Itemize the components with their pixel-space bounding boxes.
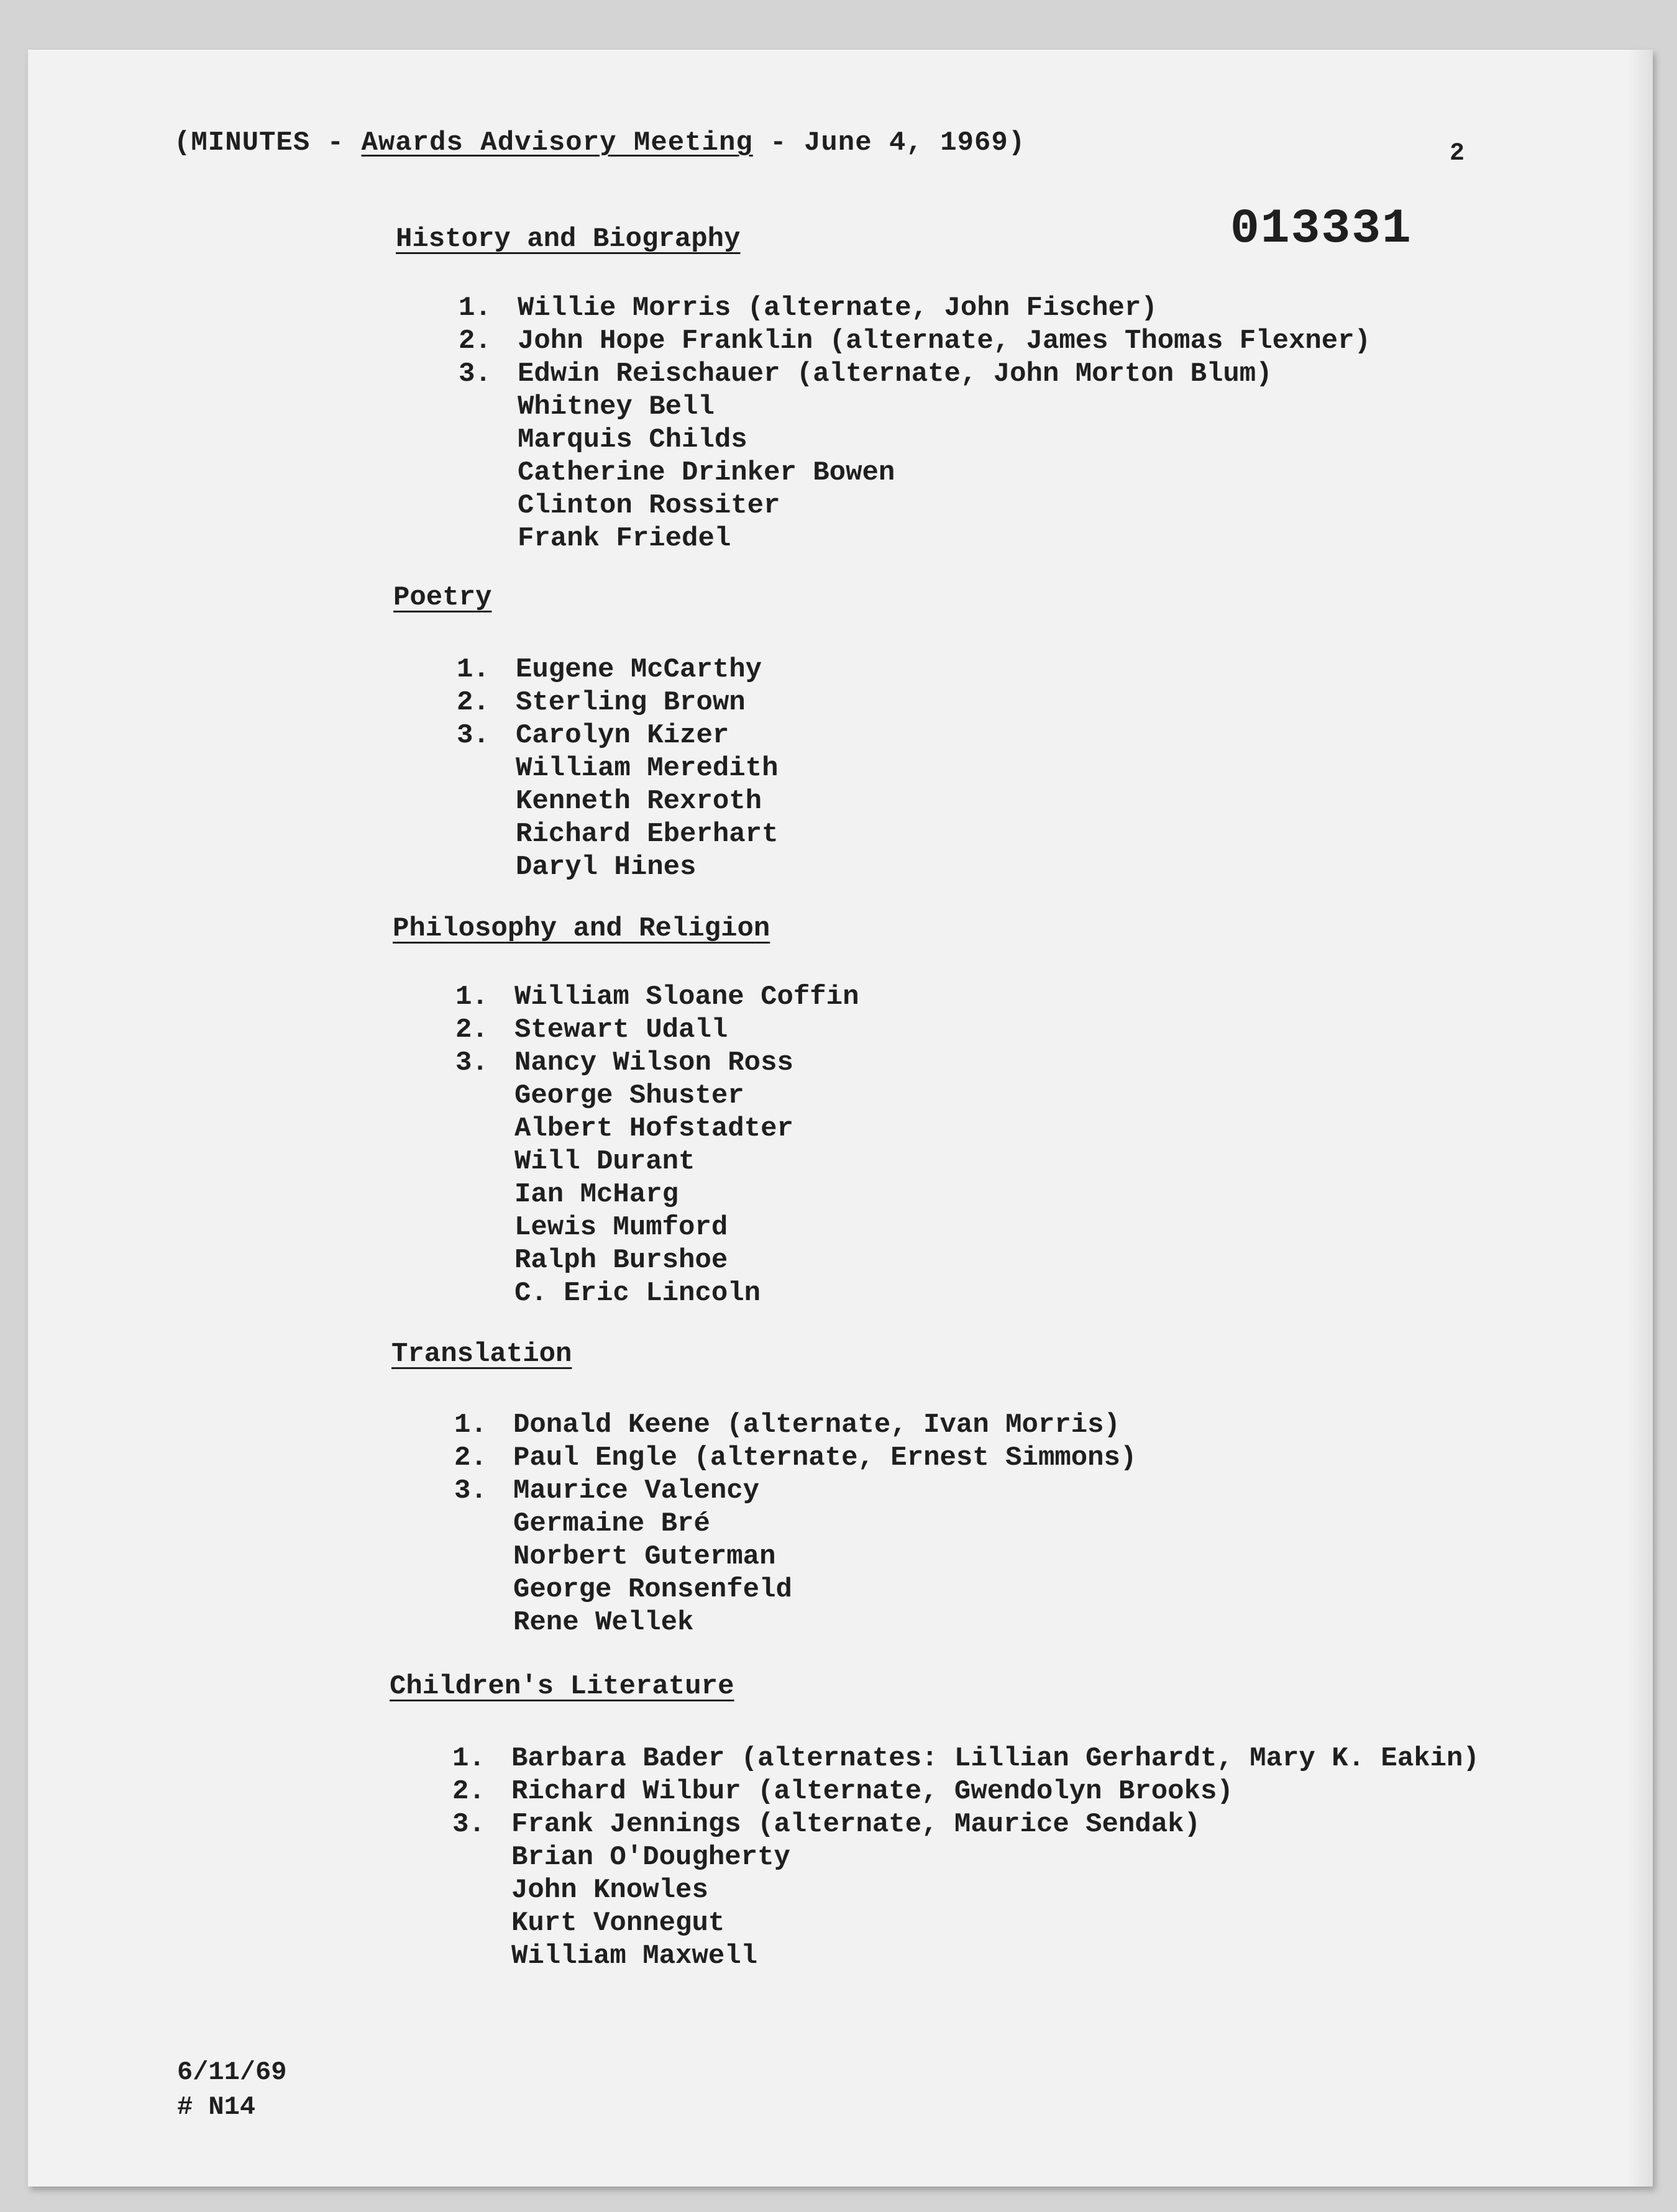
list-item: Albert Hofstadter [514, 1113, 793, 1144]
list-item: William Maxwell [511, 1941, 758, 1972]
list-item: Rene Wellek [513, 1607, 694, 1638]
list-item: 1. Barbara Bader (alternates: Lillian Gerhardt, Mary K. Eakin) [452, 1743, 1479, 1774]
list-item: 1. Donald Keene (alternate, Ivan Morris) [454, 1409, 1120, 1441]
list-item: 2. Stewart Udall [455, 1014, 728, 1045]
list-item: 2. John Hope Franklin (alternate, James Thomas Flexner) [459, 325, 1371, 357]
list-item: Ian McHarg [514, 1179, 679, 1210]
list-item: Ralph Burshoe [514, 1245, 728, 1276]
list-item: George Ronsenfeld [513, 1574, 792, 1605]
section-title-translation: Translation [391, 1339, 572, 1370]
list-item: Kenneth Rexroth [516, 786, 762, 817]
section-title-poetry: Poetry [393, 582, 492, 613]
list-item: Will Durant [514, 1146, 695, 1177]
document-number: 013331 [1230, 202, 1412, 257]
section-title-childrens-literature: Children's Literature [390, 1671, 734, 1702]
list-item: Germaine Bré [513, 1508, 710, 1539]
list-item: 3. Frank Jennings (alternate, Maurice Sendak) [452, 1809, 1200, 1840]
list-item: Marquis Childs [518, 424, 747, 455]
list-item: Kurt Vonnegut [511, 1908, 725, 1939]
list-item: Whitney Bell [518, 391, 715, 422]
list-item: Daryl Hines [516, 852, 697, 883]
list-item: 1. Eugene McCarthy [457, 654, 762, 685]
list-translation [454, 1409, 1136, 1639]
list-item: 2. Richard Wilbur (alternate, Gwendolyn Brooks) [452, 1776, 1233, 1807]
list-item: 3. Edwin Reischauer (alternate, John Morton Blum) [459, 358, 1273, 389]
list-item: 3. Nancy Wilson Ross [455, 1047, 793, 1078]
header-title: Awards Advisory Meeting [361, 127, 753, 158]
list-item: Lewis Mumford [514, 1212, 728, 1243]
section-title-philosophy-religion: Philosophy and Religion [393, 913, 770, 944]
page-edge-shadow [1628, 50, 1653, 2187]
section-title-history-biography: History and Biography [396, 224, 741, 255]
list-item: Richard Eberhart [516, 819, 779, 850]
list-item: C. Eric Lincoln [514, 1278, 761, 1309]
list-item: George Shuster [514, 1080, 744, 1111]
list-item: 3. Carolyn Kizer [457, 720, 729, 751]
page-header [174, 127, 1025, 158]
list-history-biography [459, 292, 1371, 555]
page-number: 2 [1450, 140, 1465, 168]
list-childrens-literature [452, 1742, 1479, 1973]
list-item: Catherine Drinker Bowen [518, 457, 895, 488]
list-item: Clinton Rossiter [518, 490, 780, 521]
list-item: 2. Paul Engle (alternate, Ernest Simmons) [454, 1442, 1137, 1473]
list-poetry [457, 653, 778, 884]
list-item: 1. Willie Morris (alternate, John Fischer) [459, 293, 1158, 324]
footer-date: 6/11/69 [177, 2057, 287, 2087]
list-item: Brian O'Dougherty [511, 1842, 790, 1873]
list-item: 1. William Sloane Coffin [455, 981, 859, 1013]
list-item: William Meredith [516, 753, 779, 784]
list-item: 3. Maurice Valency [454, 1475, 760, 1506]
header-suffix: - June 4, 1969) [752, 127, 1026, 158]
list-item: Norbert Guterman [513, 1541, 776, 1572]
list-item: 2. Sterling Brown [457, 687, 746, 718]
list-item: Frank Friedel [518, 523, 731, 554]
footer-code: # N14 [177, 2092, 256, 2122]
header-prefix: (MINUTES - [174, 127, 362, 158]
list-item: John Knowles [511, 1875, 708, 1906]
list-philosophy-religion [455, 981, 859, 1310]
